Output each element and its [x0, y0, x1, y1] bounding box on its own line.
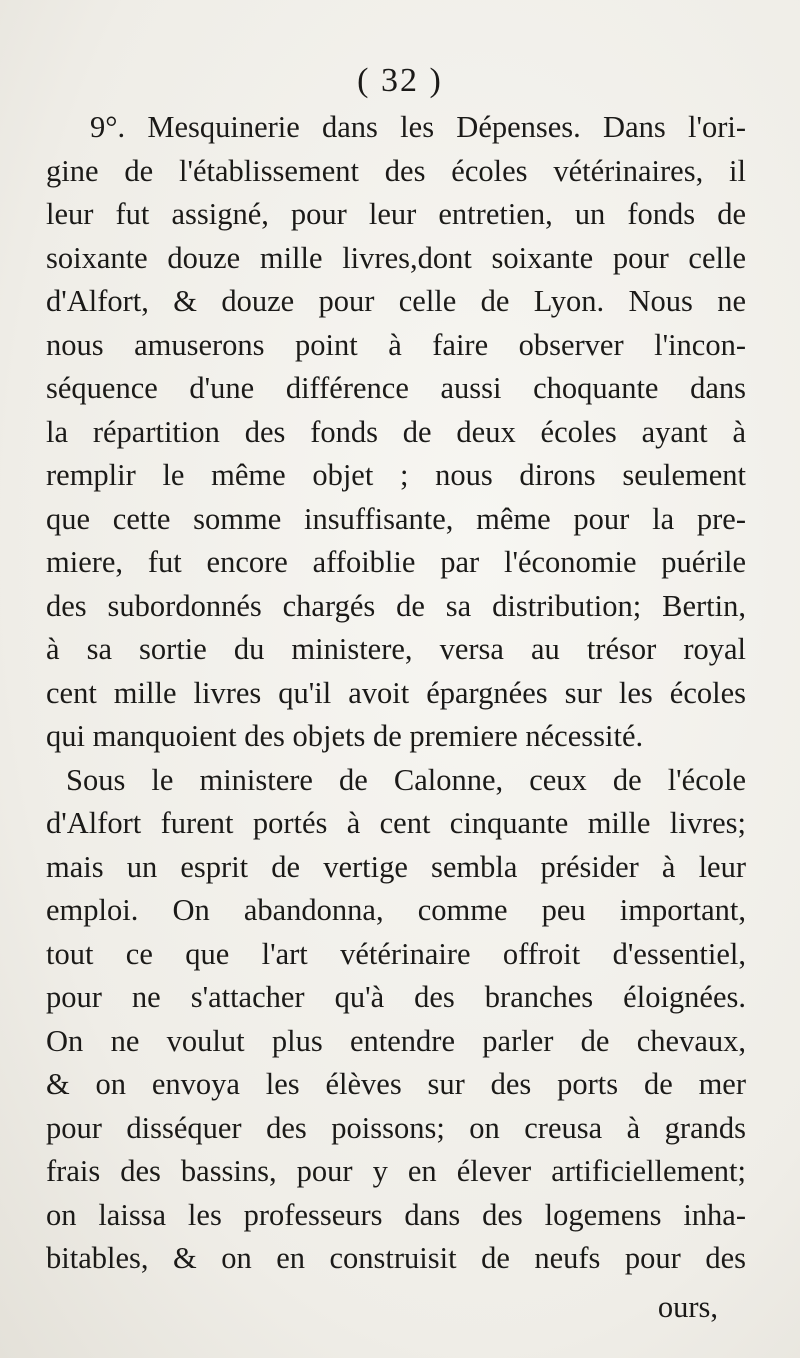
text-line: on laissa les professeurs dans des logemens inha-	[46, 1197, 746, 1232]
text-line: miere, fut encore affoiblie par l'économie puérile	[46, 545, 746, 579]
text-line: Sous le ministere de Calonne, ceux de l'école	[66, 762, 746, 797]
text-line: cent mille livres qu'il avoit épargnées sur les écoles	[46, 675, 746, 710]
text-line: pour ne s'attacher qu'à des branches éloignées.	[46, 980, 746, 1014]
page-number: ( 32 )	[357, 62, 443, 99]
text-line: qui manquoient des objets de premiere nécessité.	[46, 719, 644, 753]
text-line: d'Alfort, & douze pour celle de Lyon. Nous ne	[46, 284, 746, 318]
text-line: pour disséquer des poissons; on creusa à grands	[46, 1110, 746, 1145]
text-line: On ne voulut plus entendre parler de chevaux,	[46, 1023, 746, 1058]
catchword: ours,	[657, 1290, 718, 1324]
text-line: remplir le même objet ; nous dirons seulement	[46, 458, 746, 492]
text-line: bitables, & on en construisit de neufs pour des	[46, 1241, 746, 1275]
text-line: séquence d'une différence aussi choquante dans	[46, 371, 746, 405]
text-line: des subordonnés chargés de sa distribution; Bertin,	[46, 588, 746, 623]
text-line: gine de l'établissement des écoles vétérinaires, il	[46, 153, 746, 188]
text-line: tout ce que l'art vétérinaire offroit d'essentiel,	[46, 936, 746, 971]
text-line: soixante douze mille livres,dont soixante pour celle	[46, 240, 746, 275]
text-line: à sa sortie du ministere, versa au trésor royal	[46, 632, 746, 666]
text-line: & on envoya les élèves sur des ports de mer	[46, 1067, 746, 1101]
text-line: nous amuserons point à faire observer l'incon-	[46, 327, 746, 362]
text-line: emploi. On abandonna, comme peu important,	[46, 893, 746, 927]
text-line: que cette somme insuffisante, même pour la pre-	[46, 501, 746, 536]
body-text	[46, 106, 746, 1281]
text-line: mais un esprit de vertige sembla présider à leur	[46, 849, 746, 884]
text-line: 9°. Mesquinerie dans les Dépenses. Dans l'ori-	[90, 110, 746, 144]
text-line: d'Alfort furent portés à cent cinquante mille livres;	[46, 806, 746, 840]
text-line: leur fut assigné, pour leur entretien, un fonds de	[46, 197, 746, 231]
text-line: frais des bassins, pour y en élever artificiellement;	[46, 1154, 746, 1188]
text-line: la répartition des fonds de deux écoles ayant à	[46, 414, 746, 449]
